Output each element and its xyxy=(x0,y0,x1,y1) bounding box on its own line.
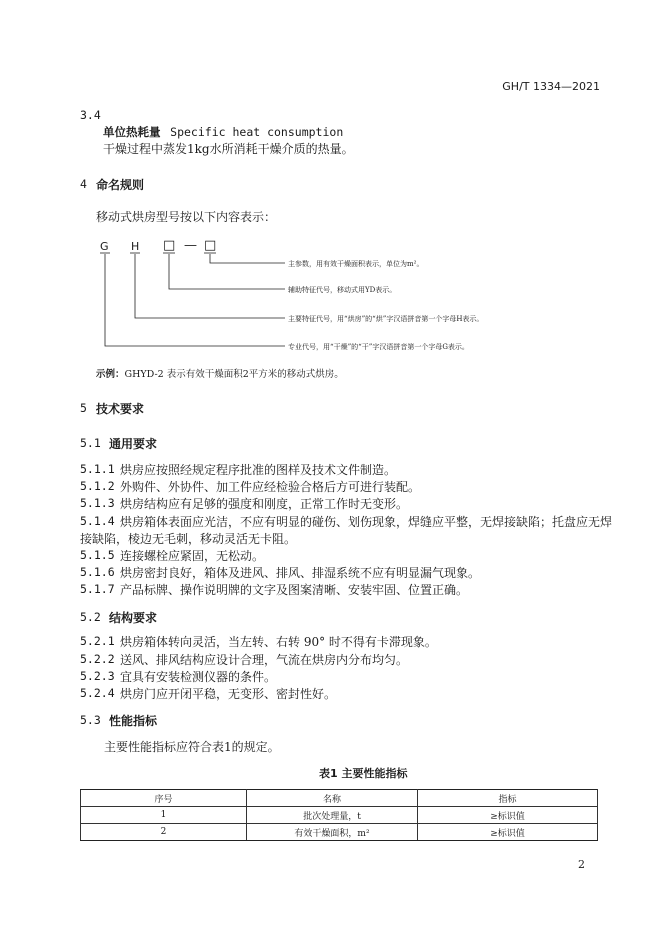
table-header-cell: 名称 xyxy=(247,790,418,807)
clause-5-1-3-text: 烘房结构应有足够的强度和刚度，正常工作时无变形。 xyxy=(120,497,409,511)
clause-5-2-1-text: 烘房箱体转向灵活，当左转、右转 90° 时不得有卡滞现象。 xyxy=(120,635,437,649)
leader-main-code xyxy=(135,254,285,318)
clause-5-1-7-number: 5.1.7 xyxy=(80,582,115,596)
clause-5-1-3-number: 5.1.3 xyxy=(80,496,115,510)
performance-table xyxy=(80,789,598,841)
code-box-2: □ xyxy=(204,238,217,253)
clause-5-2-4-text: 烘房门应开闭平稳，无变形、密封性好。 xyxy=(120,687,337,701)
naming-intro: 移动式烘房型号按以下内容表示： xyxy=(96,210,277,224)
section-5-1-number: 5.1 xyxy=(80,436,101,450)
table-row xyxy=(81,807,598,824)
leader-professional-code xyxy=(105,254,285,346)
clause-5-1-1-number: 5.1.1 xyxy=(80,462,115,476)
term-en: Specific heat consumption xyxy=(170,125,344,139)
table-header-row xyxy=(81,790,598,807)
performance-intro: 主要性能指标应符合表1的规定。 xyxy=(104,740,280,754)
clause-5-1-2-number: 5.1.2 xyxy=(80,479,115,493)
table-cell: 2 xyxy=(81,824,247,841)
section-5-3-number: 5.3 xyxy=(80,713,101,727)
label-professional-code: 专业代号，用“干燥”的“干”字汉语拼音第一个字母G表示。 xyxy=(288,343,469,351)
table-cell: ≥标识值 xyxy=(418,824,598,841)
section-5-number: 5 xyxy=(80,401,87,415)
table-cell: 1 xyxy=(81,807,247,824)
clause-5-2-4-number: 5.2.4 xyxy=(80,686,115,700)
label-main-parameter: 主参数，用有效干燥面积表示，单位为m²。 xyxy=(288,260,424,268)
page-number: 2 xyxy=(578,858,585,871)
leader-auxiliary-code xyxy=(169,254,285,289)
section-5-3-title: 性能指标 xyxy=(109,714,158,728)
term-cn: 单位热耗量 xyxy=(103,125,161,139)
section-3-4-number: 3.4 xyxy=(80,108,101,122)
section-5-1-title: 通用要求 xyxy=(109,437,158,451)
section-5-2-number: 5.2 xyxy=(80,610,101,624)
leader-main-parameter xyxy=(210,254,285,263)
code-box-1: □ xyxy=(163,238,176,253)
section-5-2-title: 结构要求 xyxy=(109,611,158,625)
table-cell: 批次处理量，t xyxy=(247,807,418,824)
section-4-title: 命名规则 xyxy=(96,178,145,192)
naming-example xyxy=(96,366,344,380)
clause-5-1-5-number: 5.1.5 xyxy=(80,548,115,562)
code-dash: — xyxy=(184,238,197,253)
clause-5-1-4-text: 烘房箱体表面应光洁，不应有明显的碰伤、划伤现象，焊缝应平整，无焊接缺陷；托盘应无焊 xyxy=(120,515,613,529)
clause-5-1-4-number: 5.1.4 xyxy=(80,514,115,528)
code-letter-g: G xyxy=(100,240,109,253)
label-main-code: 主要特征代号，用“烘房”的“烘”字汉语拼音第一个字母H表示。 xyxy=(288,315,484,323)
clause-5-1-4-continuation: 接缺陷，棱边无毛刺，移动灵活无卡阻。 xyxy=(80,532,297,546)
clause-5-2-1-number: 5.2.1 xyxy=(80,634,115,648)
clause-5-1-6-text: 烘房密封良好，箱体及进风、排风、排湿系统不应有明显漏气现象。 xyxy=(120,566,481,580)
document-number: GH/T 1334—2021 xyxy=(502,80,600,93)
clause-5-1-6-number: 5.1.6 xyxy=(80,565,115,579)
clause-5-2-2-number: 5.2.2 xyxy=(80,652,115,666)
clause-5-1-1-text: 烘房应按照经规定程序批准的图样及技术文件制造。 xyxy=(120,463,397,477)
table-caption: 表1 主要性能指标 xyxy=(319,767,408,780)
section-5-title: 技术要求 xyxy=(96,402,145,416)
table-cell: 有效干燥面积，m² xyxy=(247,824,418,841)
clause-5-2-2-text: 送风、排风结构应设计合理，气流在烘房内分布均匀。 xyxy=(120,653,409,667)
clause-5-1-5-text: 连接螺栓应紧固，无松动。 xyxy=(120,549,265,563)
term-definition: 干燥过程中蒸发1kg水所消耗干燥介质的热量。 xyxy=(103,142,354,156)
example-text: GHYD-2 表示有效干燥面积2平方米的移动式烘房。 xyxy=(124,369,344,380)
clause-5-2-3-text: 宜具有安装检测仪器的条件。 xyxy=(120,670,277,684)
table-header-cell: 序号 xyxy=(81,790,247,807)
code-letter-h: H xyxy=(131,240,140,253)
table-row xyxy=(81,824,598,841)
table-header-cell: 指标 xyxy=(418,790,598,807)
section-4-number: 4 xyxy=(80,177,87,191)
table-cell: ≥标识值 xyxy=(418,807,598,824)
clause-5-1-7-text: 产品标牌、操作说明牌的文字及图案清晰、安装牢固、位置正确。 xyxy=(120,583,469,597)
clause-5-2-3-number: 5.2.3 xyxy=(80,669,115,683)
clause-5-1-2-text: 外购件、外协件、加工件应经检验合格后方可进行装配。 xyxy=(120,480,421,494)
example-label: 示例： xyxy=(96,369,125,380)
label-auxiliary-code: 辅助特征代号，移动式用YD表示。 xyxy=(288,286,397,294)
